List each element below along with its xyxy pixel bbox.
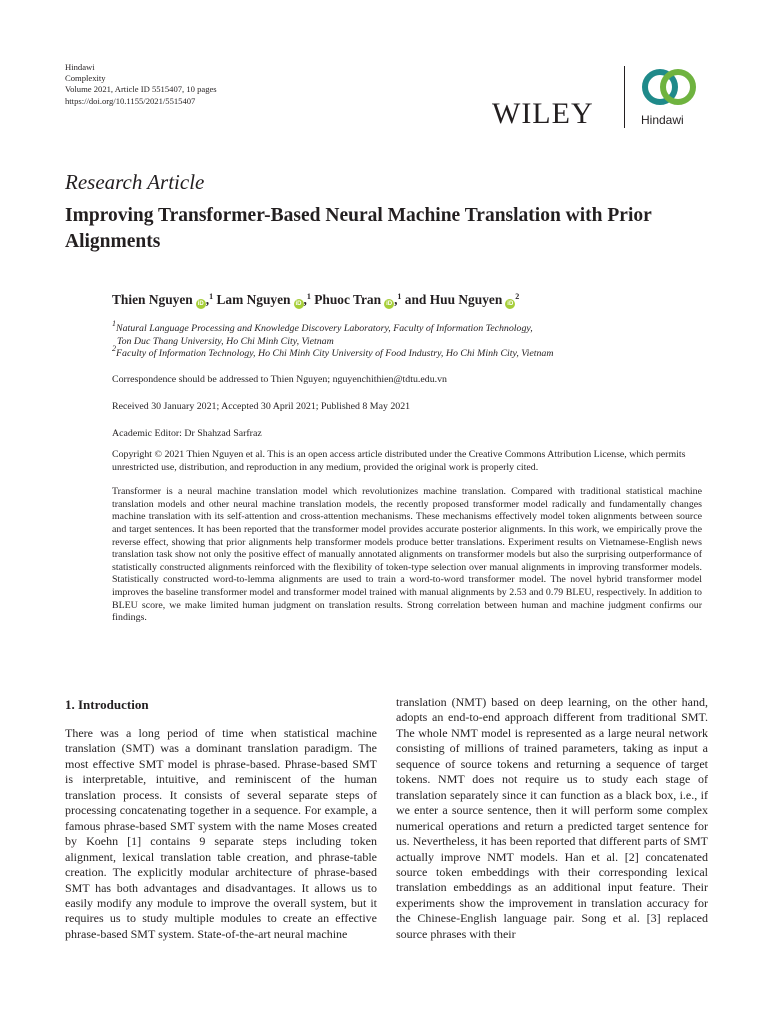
author-affiliation-mark: 1 (209, 292, 214, 301)
wiley-logo: WILEY (492, 97, 594, 130)
author-name: Huu Nguyen (429, 292, 503, 307)
author-name: Lam Nguyen (216, 292, 291, 307)
author-affiliation-mark: 2 (515, 292, 520, 301)
author-list: Thien Nguyen iD ,$^1$ Lam Nguyen iD ,$^1$ Phuoc Tran iD ,$^1$ and Huu Nguyen $iD^2$ (112, 292, 520, 307)
affiliations (112, 319, 712, 361)
authors-conjunction: and (404, 292, 427, 307)
academic-editor: Academic Editor: Dr Shahzad Sarfraz (112, 428, 262, 439)
volume-info: Volume 2021, Article ID 5515407, 10 pages (65, 84, 217, 95)
orcid-icon[interactable]: iD (507, 301, 514, 307)
journal-header (65, 62, 217, 107)
body-column-left: There was a long period of time when statistical machine translation (SMT) was a dominant translation paradigm. The most effective SMT model is phrase-based. Phrase-based SMT is interpretable, intuitive, and reminiscent of the human translation process. It consists of several separate steps of processing concatenating together in a sequence. For example, a famous phrase-based SMT system with the name Moses created by Koehn [1] contains 9 separate steps including token alignment, lexical translation table creation, and phrase-table creation. The explicitly modular architecture of phrase-based SMT has both advantages and disadvantages. It allows us to easily modify any module to improve the overall system, but it requires us to study multiple modules to create an effective phrase-based SMT system. State-of-the-art neural machine (65, 726, 377, 941)
article-type: Research Article (65, 170, 205, 194)
section-heading: 1. Introduction (65, 697, 149, 712)
hindawi-logo-text: Hindawi (641, 113, 684, 127)
abstract: Transformer is a neural machine translation model which revolutionizes machine translation. Compared with traditional statistical machine translation models and other neural machine translation models, the recently proposed transformer model radically and fundamentally changes machine translation with its self-attention and cross-attention mechanisms. These mechanisms effectively model token alignments between source and target sentences. It has been reported that the transformer model provides accurate posterior alignments. In this work, we empirically prove the reverse effect, showing that prior alignments help transformer models produce better translations. Experiment results on Vietnamese-English news translation task show not only the positive effect of manually annotated alignments on transformer models but also the surprising outperformance of statistically constructed alignments reinforced with the flexibility of token-type selection over manual alignments in improving transformer models. Statistically constructed word-to-lemma alignments are used to train a word-to-word transformer model. The novel hybrid transformer model improves the baseline transformer model and transformer model trained with manual alignments by 2.53 and 0.79 BLEU, respectively. In addition to BLEU score, we make limited human judgment on translation results. Strong correlation between human and machine judgment confirms our findings. (112, 486, 702, 624)
affiliation-1: $^1$Natural Language Processing and Knowledge Discovery Laboratory, Faculty of Information Technology, (112, 319, 533, 334)
author-affiliation-mark: 1 (397, 292, 402, 301)
copyright-notice: Copyright © 2021 Thien Nguyen et al. This is an open access article distributed under the Creative Commons Attribution License, which permits unrestricted use, distribution, and reproduction in any medium, provided the original work is properly cited. (112, 449, 686, 473)
body-column-right: translation (NMT) based on deep learning, on the other hand, adopts an end-to-end approach different from traditional SMT. The whole NMT model is represented as a large neural network consisting of millions of trained parameters, taking as input a sequence of source tokens and returning a sequence of target tokens. NMT does not require us to study each stage of translation separately since it can function as a black box, i.e., if we enter a source sentence, then it will perform some complex numerical operations and return a predicted target sentence for us. Nevertheless, it has been reported that different parts of SMT actually improve NMT models. Han et al. [2] concatenated source token embeddings with their corresponding lexical translation embeddings as an additional input feature. Their experiments show the improvement in translation accuracy for the Chinese-English language pair. Song et al. [3] replaced source phrases with their (396, 695, 708, 941)
affiliation-2: $^2$Faculty of Information Technology, Ho Chi Minh City University of Food Industry, Ho Chi Minh City, Vietnam (112, 344, 554, 359)
journal-name: Complexity (65, 73, 106, 84)
author-name: Thien Nguyen (112, 292, 193, 307)
author-affiliation-mark: 1 (306, 292, 311, 301)
correspondence: Correspondence should be addressed to Thien Nguyen; nguyenchithien@tdtu.edu.vn (112, 374, 447, 385)
affiliation-1-cont: Ton Duc Thang University, Ho Chi Minh City, Vietnam (117, 335, 334, 347)
author-name: Phuoc Tran (314, 292, 382, 307)
article-title: Improving Transformer-Based Neural Machine Translation with Prior Alignments (65, 205, 652, 252)
publication-dates: Received 30 January 2021; Accepted 30 April 2021; Published 8 May 2021 (112, 401, 411, 412)
logo-divider (624, 66, 625, 128)
orcid-icon[interactable]: iD (386, 301, 393, 307)
doi-link[interactable]: https://doi.org/10.1155/2021/5515407 (65, 95, 196, 106)
orcid-icon[interactable]: iD (295, 301, 302, 307)
hindawi-logo-icon (638, 64, 700, 110)
orcid-icon[interactable]: iD (197, 301, 204, 307)
publisher-line: Hindawi (65, 62, 95, 72)
